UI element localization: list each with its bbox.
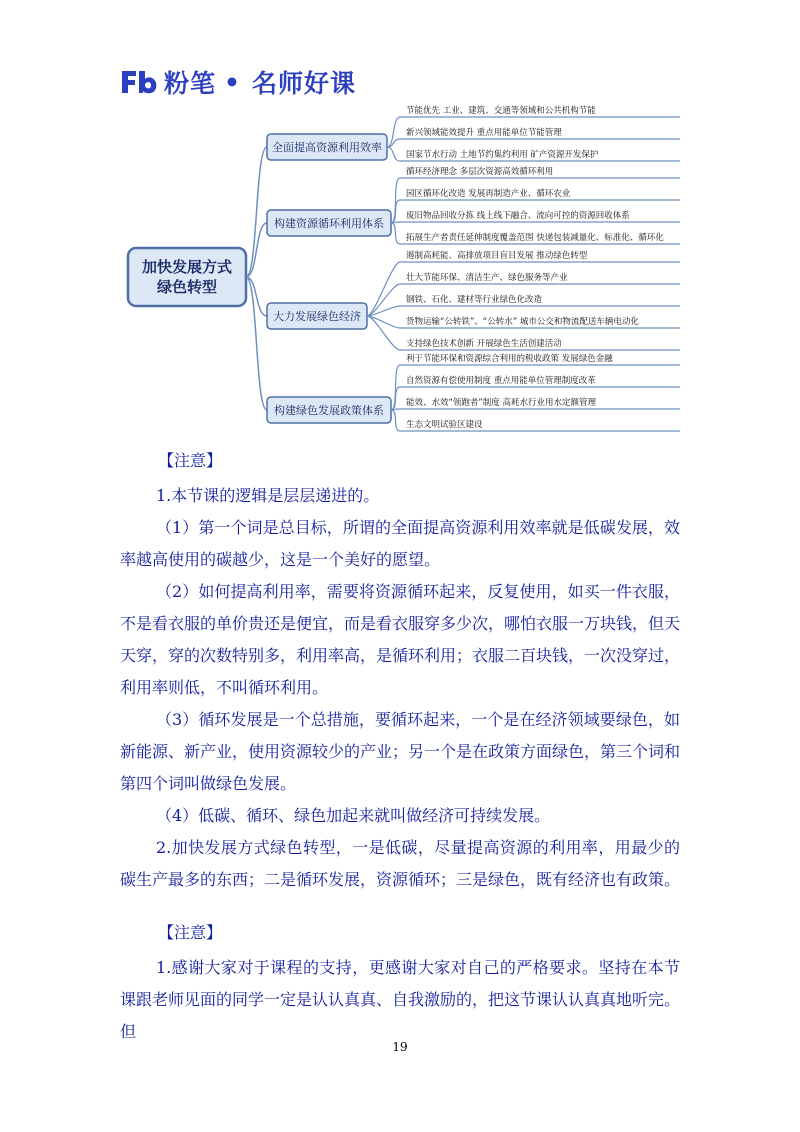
mind-map-diagram [0, 100, 800, 445]
note-paragraph: （4）低碳、循环、绿色加起来就叫做经济可持续发展。 [156, 806, 551, 825]
note-title: 【注意】 [158, 923, 223, 942]
note-paragraph: 1.感谢大家对于课程的支持，更感谢大家对自己的严格要求。坚持在本节课跟老师见面的同学一定是认认真真、自我激励的，把这节课认认真真地听完。但 [120, 958, 681, 1041]
brand-logo [120, 62, 356, 102]
branch-label: 全面提高资源利用效率 [272, 141, 382, 154]
note-body [120, 952, 680, 1048]
mind-map-root [128, 248, 246, 306]
leaf-label: 货物运输“公转铁”、“公转水” 城市公交和物流配送车辆电动化 [406, 317, 639, 327]
mind-map-root-text: 绿色转型 [156, 278, 218, 296]
fb-logo-icon [120, 67, 160, 97]
branch-label: 大力发展绿色经济 [273, 310, 361, 323]
note-paragraph: 1.本节课的逻辑是层层递进的。 [156, 486, 380, 505]
note-title: 【注意】 [158, 451, 223, 470]
connector-line [367, 316, 400, 328]
note-body [120, 480, 680, 896]
leaf-label: 生态文明试验区建设 [406, 420, 483, 430]
connector-line [367, 316, 400, 350]
leaf-label: 园区循环化改造 发展再制造产业、循环农业 [406, 189, 571, 199]
leaf-label: 钢铁、石化、建材等行业绿色化改造 [406, 295, 543, 305]
note-paragraph: （1）第一个词是总目标，所谓的全面提高资源利用效率就是低碳发展，效率越高使用的碳越少，这是一个美好的愿望。 [120, 518, 680, 569]
connector-line [246, 147, 267, 277]
connector-line [387, 147, 400, 161]
note-paragraph: （2）如何提高利用率，需要将资源循环起来，反复使用，如买一件衣服，不是看衣服的单价贵还是便宜，而是看衣服穿多少次，哪怕衣服一万块钱，但天天穿，穿的次数特别多，利用率高，是循环利用；衣服二百块钱，一次没穿过，利用率则低，不叫循环利用。 [120, 582, 681, 697]
page-number: 19 [392, 1040, 408, 1054]
leaf-label: 拓展生产者责任延伸制度覆盖范围 快递包装减量化、标准化、循环化 [406, 233, 664, 243]
logo-brand-text: 粉笔 [164, 69, 217, 98]
leaf-label: 壮大节能环保、清洁生产、绿色服务等产业 [406, 273, 568, 283]
connector-line [391, 410, 400, 431]
leaf-label: 废旧物品回收分拣 线上线下融合、流向可控的资源回收体系 [406, 211, 630, 221]
branch-label: 构建绿色发展政策体系 [274, 404, 384, 417]
branch-label: 构建资源循环利用体系 [274, 217, 384, 230]
connector-line [367, 262, 400, 316]
note-paragraph: 2.加快发展方式绿色转型，一是低碳，尽量提高资源的利用率，用最少的碳生产最多的东西；二是循环发展，资源循环；三是绿色，既有经济也有政策。 [120, 838, 681, 889]
mind-map-root-text: 加快发展方式 [141, 258, 233, 276]
leaf-label: 利于节能环保和资源综合利用的税收政策 发展绿色金融 [406, 354, 613, 364]
leaf-label: 遏制高耗能、高排放项目盲目发展 推动绿色转型 [406, 251, 588, 261]
leaf-label: 支持绿色技术创新 开展绿色生活创建活动 [406, 339, 562, 349]
mind-map-branch [246, 250, 680, 350]
leaf-label: 国家节水行动 土地节约集约利用 矿产资源开发保护 [406, 150, 599, 160]
leaf-label: 能效、水效“领跑者”制度 高耗水行业用水定额管理 [406, 398, 597, 408]
leaf-label: 新兴领域能效提升 重点用能单位节能管理 [406, 128, 562, 138]
logo-slogan-text: 名师好课 [252, 69, 357, 98]
connector-line [246, 277, 267, 316]
connector-line [391, 223, 400, 244]
leaf-label: 自然资源有偿使用制度 重点用能单位管理制度改革 [406, 376, 596, 386]
logo-separator: • [224, 67, 240, 97]
note-paragraph: （3）循环发展是一个总措施，要循环起来，一个是在经济领域要绿色，如新能源、新产业，使用资源较少的产业；另一个是在政策方面绿色，第三个词和第四个词叫做绿色发展。 [120, 710, 681, 793]
connector-line [246, 223, 267, 277]
leaf-label: 循环经济理念 多层次资源高效循环利用 [406, 167, 554, 177]
leaf-label: 节能优先 工业、建筑、交通等领域和公共机构节能 [406, 106, 596, 116]
